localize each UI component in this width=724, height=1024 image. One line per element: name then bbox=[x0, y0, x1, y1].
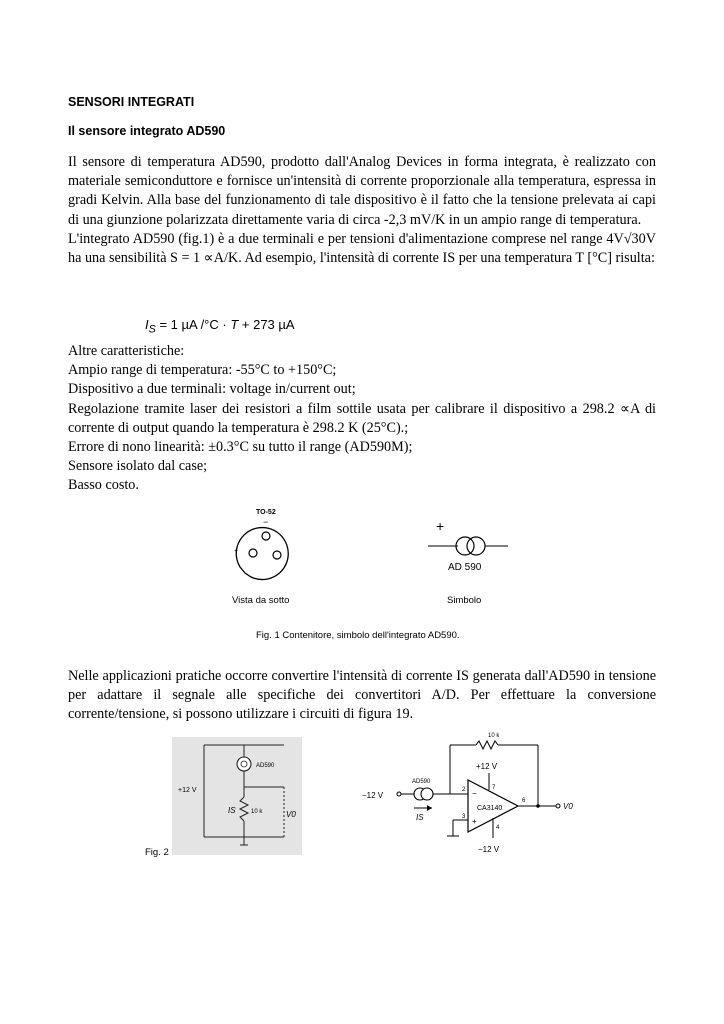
feedback-resistor-icon bbox=[476, 741, 498, 749]
formula-offset: + 273 µA bbox=[238, 317, 295, 332]
feature-line: Altre caratteristiche: bbox=[68, 343, 185, 359]
left-resistor-label: 10 k bbox=[251, 809, 263, 815]
pin-4-label: 4 bbox=[496, 825, 500, 831]
formula-current-symbol: I bbox=[145, 317, 149, 332]
symbol-part-label: AD 590 bbox=[448, 562, 482, 573]
feature-line: Errore di nono linearità: ±0.3°C su tutto il range (AD590M); bbox=[68, 439, 413, 456]
pin-left bbox=[249, 549, 257, 557]
to52-package-drawing bbox=[225, 503, 315, 588]
pin-3-label: 3 bbox=[462, 814, 466, 820]
inverting-mark: − bbox=[472, 789, 477, 798]
noninverting-mark: + bbox=[472, 817, 477, 826]
feedback-resistor-label: 10 k bbox=[488, 733, 500, 739]
fig2-left-circuit bbox=[172, 737, 302, 855]
feature-line: Sensore isolato dal case; bbox=[68, 458, 208, 475]
paragraph-2: L'integrato AD590 (fig.1) è a due terminali e per tensioni d'alimentazione comprese nel range 4V√30V ha una sensibilità S = 1 ∝A/K. Ad esempio, l'intensità di corrente IS per una temperatura T [°C] risulta: bbox=[68, 230, 656, 267]
formula-temperature: T bbox=[230, 317, 239, 332]
left-output-label: V0 bbox=[286, 810, 296, 819]
feature-line: Regolazione tramite laser dei resistori a film sottile usata per calibrare il dispositivo a 298.2 ∝A di corrente di output quando la temperatura è 298.2 K (25°C).; bbox=[68, 400, 656, 436]
input-voltage-label: −12 V bbox=[362, 791, 384, 800]
formula-coefficient: = 1 µA /°C · bbox=[155, 317, 231, 332]
pin-top bbox=[262, 532, 270, 540]
formula-subscript: S bbox=[148, 323, 156, 336]
symbol-label: Simbolo bbox=[447, 595, 482, 606]
minus-pin-mark: − bbox=[263, 517, 269, 527]
left-supply-label: +12 V bbox=[178, 787, 197, 794]
plus-pin-mark: + bbox=[234, 548, 239, 555]
fig1-caption: Fig. 1 Contenitore, simbolo dell'integrato AD590. bbox=[256, 630, 460, 641]
left-current-label: IS bbox=[228, 806, 236, 815]
subsection-heading: Il sensore integrato AD590 bbox=[68, 124, 226, 138]
pin-right bbox=[273, 551, 281, 559]
view-label: Vista da sotto bbox=[232, 595, 290, 606]
fig2-label: Fig. 2 bbox=[145, 847, 169, 858]
vminus-label: −12 V bbox=[478, 845, 500, 854]
right-current-label: IS bbox=[416, 813, 424, 822]
feature-line: Dispositivo a due terminali: voltage in/current out; bbox=[68, 381, 356, 398]
ad590-symbol-drawing bbox=[426, 515, 516, 575]
current-source-icon bbox=[237, 757, 251, 771]
fig2-right-circuit bbox=[358, 728, 583, 858]
current-formula bbox=[145, 317, 295, 336]
feature-line: Basso costo. bbox=[68, 477, 139, 494]
right-part-label: AD590 bbox=[412, 779, 431, 785]
intro-paragraph bbox=[68, 153, 656, 268]
conversion-paragraph: Nelle applicazioni pratiche occorre convertire l'intensità di corrente IS generata dall'AD590 in tensione per adattare il segnale alle specifiche dei convertitori A/D. Per effettuare la conversione corrente/tensione, si possono utilizzare i circuiti di figura 19. bbox=[68, 668, 656, 723]
left-part-label: AD590 bbox=[256, 763, 275, 769]
package-label: TO-52 bbox=[256, 509, 276, 516]
right-output-label: V0 bbox=[563, 802, 573, 811]
pin-6-label: 6 bbox=[522, 798, 526, 804]
pin-2-label: 2 bbox=[462, 787, 466, 793]
section-heading: SENSORI INTEGRATI bbox=[68, 95, 195, 109]
features-list bbox=[68, 342, 656, 496]
symbol-plus: + bbox=[436, 518, 445, 534]
feature-line: Ampio range di temperatura: -55°C to +150°C; bbox=[68, 362, 337, 379]
vplus-label: +12 V bbox=[476, 762, 498, 771]
paragraph-1: Il sensore di temperatura AD590, prodotto dall'Analog Devices in forma integrata, è realizzato con materiale semiconduttore e fornisce un'intensità di corrente proporzionale alla temperatura, espressa in gradi Kelvin. Alla base del funzionamento di tale dispositivo è il fatto che la tensione prelevata ai capi di una giunzione polarizzata direttamente varia di circa -2,3 mV/K in un ampio range di temperatura. bbox=[68, 154, 656, 228]
opamp-label: CA3140 bbox=[477, 805, 503, 812]
pin-7-label: 7 bbox=[492, 785, 496, 791]
